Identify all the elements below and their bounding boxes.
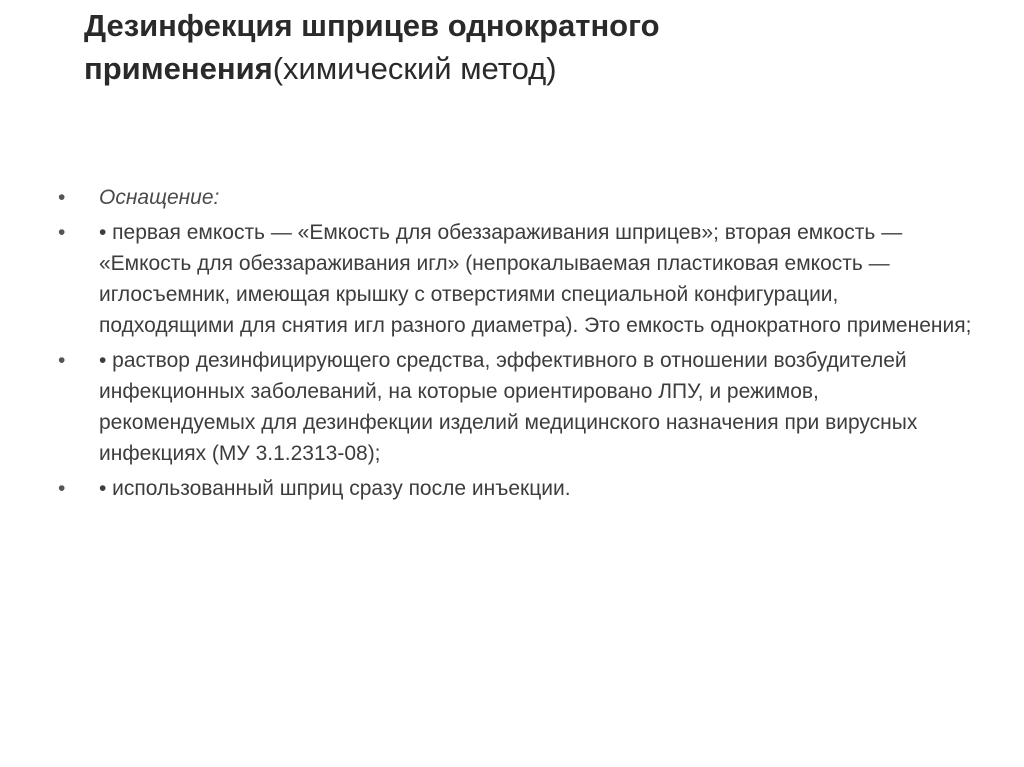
list-item-text: • раствор дезинфицирующего средства, эффективного в отношении возбудителей инфекционных заболеваний, на которые ориентировано ЛПУ, и режимов, рекомендуемых для дезинфекции изделий медицинского назначения при вирусных инфекциях (МУ 3.1.2313-08); [99,349,918,465]
list-item-text: • первая емкость — «Емкость для обеззараживания шприцев»; вторая емкость — «Емкость для обеззараживания игл» (непрокалываемая пластиковая емкость — иглосъемник, имеющая крышку с отверстиями специальной конфигурации, подходящими для снятия игл разного диаметра). Это емкость однократного применения; [99,221,972,337]
bullet-marker: • [58,186,66,209]
list-item-text: • использованный шприц сразу после инъекции. [99,477,571,500]
bullet-marker: • [58,349,66,372]
bullet-marker: • [58,221,66,244]
title-main: Дезинфекция шприцев однократного применения [84,8,660,86]
list-item-text: Оснащение: [99,186,220,209]
slide-title [84,4,984,90]
bullet-marker: • [58,477,66,500]
title-subtitle: (химический метод) [272,51,557,86]
bullet-list [58,182,978,508]
list-item [58,473,978,504]
list-item [58,182,978,213]
list-item [58,217,978,341]
list-item [58,345,978,469]
